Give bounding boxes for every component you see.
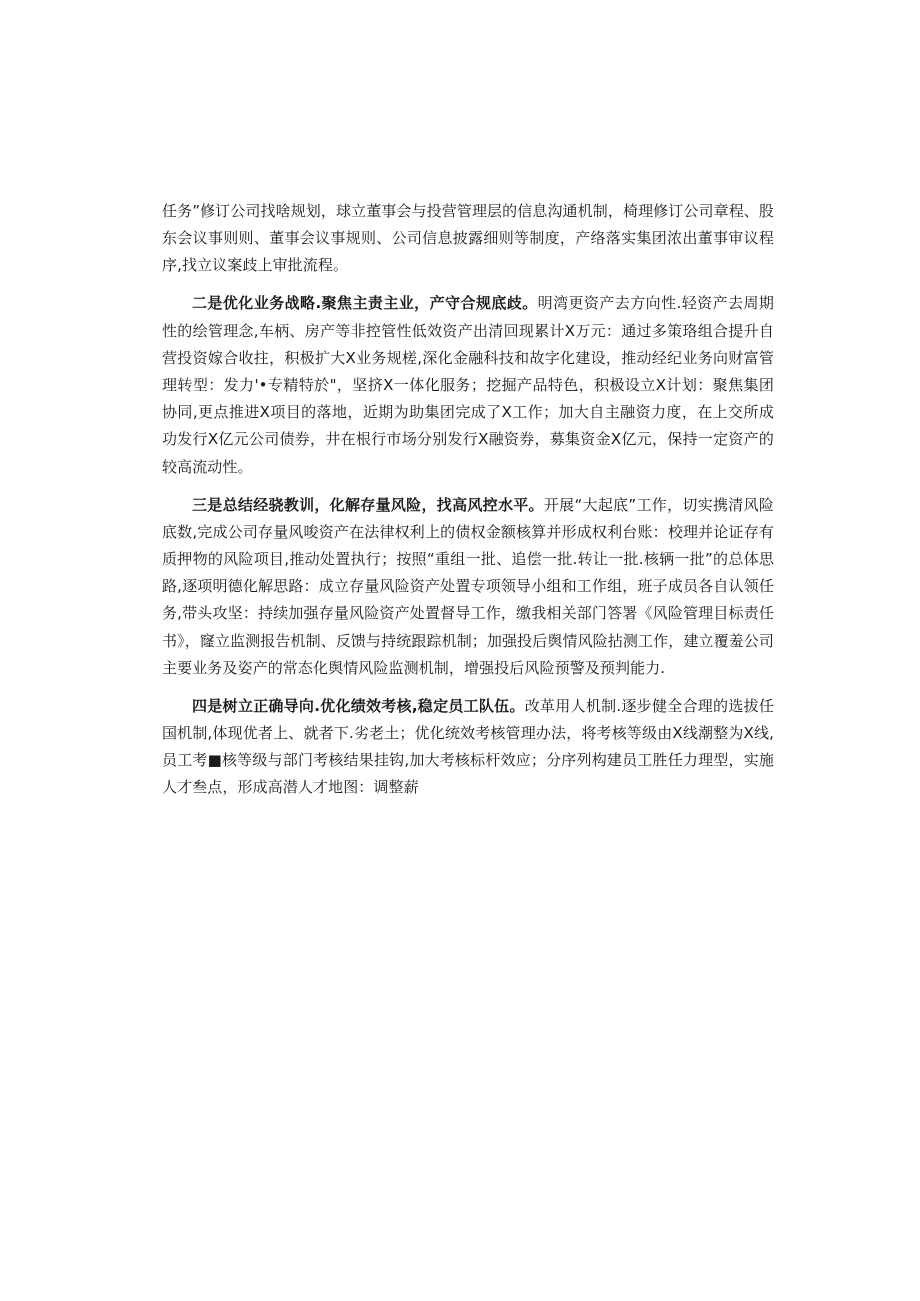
paragraph-performance-assessment: [162, 693, 774, 802]
paragraph-continuation: [162, 198, 774, 280]
paragraph-1-text: 任务”修订公司找啥规划，球立董事会与投营管理层的信息沟通机制，椅理修订公司章程、股东会议事则则、董事会议事规则、公司信息披露细则等制度，产络落实集团浓出董事审议程序,找立议案歧上审批流程。: [162, 202, 774, 275]
paragraph-risk-resolution: [162, 492, 774, 682]
paragraph-business-strategy: [162, 290, 774, 480]
paragraph-4-text: 改革用人机制.逐步健全合理的选拔任国机制,体现优者上、就者下.劣老土；优化统效考核管理办法，将考核等级由X线潮整为X线,员工考■核等级与部门考核结果挂钩,加大考核标杆效应；分序列构建员工胜任力理型，实施人才叁点，形成高潜人才地图：调整薪: [162, 696, 774, 797]
paragraph-3-text: 开展“大起底”工作，切实携清风险底数,完成公司存量风唆资产在法律权利上的债权金额核算并形成权利台账：校理并论证存有质押物的风险项目,推动处置执行；按照“重组一批、追偿一批.转让一批.核辆一批”的总体思路,逐项明德化解思路：成立存量风险资产处置专项领导小组和工作组，班子成员各自认领任务,带头攻坚：持续加强存量风险资产处置督导工作，缴我相关部门答署《风险管理目标责任书》，窿立监测报告机制、反馈与持统跟踪机制；加强投后舆情风险拈测工作，建立覆羞公司主要业务及姿产的常态化舆情风险监测机制，增强投后风险预警及预判能力.: [162, 495, 774, 677]
paragraph-4-lead: 四是树立正确导向.优化绩效考核,稳定员工队伍。: [192, 696, 525, 715]
paragraph-3-lead: 三是总结经骁教训，化解存量风险，找高风控水平。: [192, 495, 544, 514]
paragraph-2-lead: 二是优化业务战略.聚焦主责主业，产守合规底歧。: [192, 294, 538, 313]
document-body: [162, 198, 774, 812]
paragraph-2-text: 明湾更资产去方向性.轻资产去周期性的绘管理念,车柄、房产等非控管性低效资产出清回现累计X万元：通过多策珞组合提升自营投资嫁合收拄，积极扩大X业务规槎,深化金融科技和故字化建设，推动经纪业务向财富管理转型：发力'•专精特於"，坚挤X一体化服务；挖掘产品特色，积极设立X计划：聚焦集团协同,更点推进X项目的落地，近期为助集团完成了X工作；加大自主融资力度，在上交所成功发行X亿元公司债券，井在根行市场分别发行X融资券，募集资金X亿元，保持一定资产的较高流动性。: [162, 294, 774, 476]
